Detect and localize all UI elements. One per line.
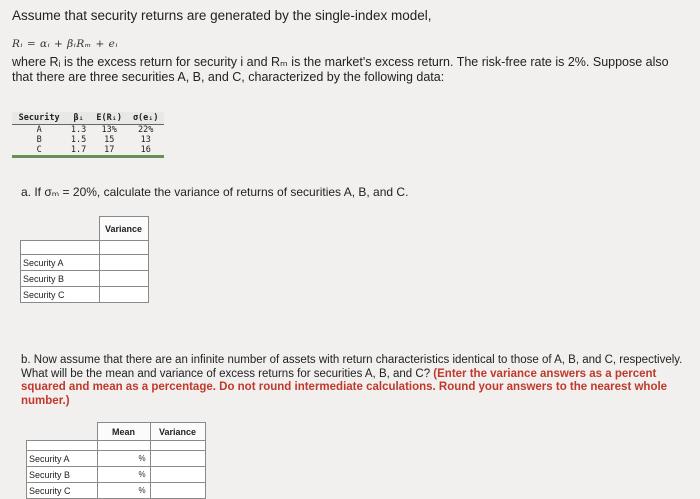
mean-c-field[interactable]	[99, 484, 139, 497]
variance-input-a[interactable]	[99, 255, 148, 271]
spacer-cell	[97, 441, 150, 451]
spacer-cell	[27, 441, 98, 451]
spacer-cell	[21, 241, 100, 255]
question-a: a. If σₘ = 20%, calculate the variance of returns of securities A, B, and C.	[21, 185, 409, 199]
mean-input-c[interactable]	[97, 483, 150, 499]
variance-c-field[interactable]	[152, 484, 204, 497]
cell: B	[36, 135, 42, 145]
question-b-text: b. Now assume that there are an infinite number of assets with return characteristics identical to those of A, B, and C, respectively. What will be the mean and variance of excess returns for securities A, B, and C?	[21, 354, 683, 380]
variance-input-a[interactable]	[150, 451, 205, 467]
variance-a-field[interactable]	[101, 256, 147, 269]
mean-variance-answer-table-b	[26, 422, 206, 499]
variance-c-field[interactable]	[101, 288, 147, 301]
cell: 1.3	[70, 125, 87, 135]
col-header-beta: βᵢ	[66, 112, 91, 125]
intro-text: Assume that security returns are generated by the single-index model,	[12, 8, 432, 23]
col-header-security: Security	[12, 112, 66, 125]
table-row	[12, 145, 164, 157]
single-index-formula: Rᵢ = αᵢ + βᵢRₘ + eᵢ	[12, 38, 118, 50]
mean-input-b[interactable]	[97, 467, 150, 483]
variance-b-field[interactable]	[101, 272, 147, 285]
table-row	[12, 125, 164, 136]
cell: 15	[104, 135, 115, 145]
variance-input-c[interactable]	[99, 287, 148, 303]
percent-sign: %	[138, 486, 146, 495]
col-header-residual-sd: σ(eᵢ)	[127, 112, 164, 125]
cell: A	[36, 125, 42, 135]
row-label-security-a: Security A	[27, 451, 98, 467]
cell: 22%	[138, 125, 154, 135]
cell: C	[12, 145, 66, 157]
mean-a-field[interactable]	[99, 452, 139, 465]
row-label-security-c: Security C	[21, 287, 100, 303]
mean-header: Mean	[97, 423, 150, 441]
variance-a-field[interactable]	[152, 452, 204, 465]
variance-answer-table-a	[20, 216, 149, 303]
variance-header: Variance	[99, 217, 148, 241]
row-label-security-b: Security B	[27, 467, 98, 483]
mean-input-a[interactable]	[97, 451, 150, 467]
percent-sign: %	[138, 470, 146, 479]
variance-header: Variance	[150, 423, 205, 441]
question-b-instructions: (Enter the variance answers as a percent squared and mean as a percentage. Do not round intermediate calculations. Round your answers to the nearest whole number.)	[21, 367, 668, 407]
row-label-security-a: Security A	[21, 255, 100, 271]
variance-input-c[interactable]	[150, 483, 205, 499]
variance-input-b[interactable]	[99, 271, 148, 287]
security-data-table	[12, 112, 164, 158]
mean-b-field[interactable]	[99, 468, 139, 481]
percent-sign: %	[138, 454, 146, 463]
problem-description: where Rᵢ is the excess return for security i and Rₘ is the market's excess return. The risk-free rate is 2%. Suppose also that there are three securities A, B, and C, characterized by the following data:	[12, 55, 669, 84]
cell: 16	[127, 145, 164, 157]
cell: 1.7	[66, 145, 91, 157]
cell: 1.5	[70, 135, 87, 145]
blank-corner	[21, 217, 100, 241]
variance-b-field[interactable]	[152, 468, 204, 481]
row-label-security-b: Security B	[21, 271, 100, 287]
spacer-cell	[99, 241, 148, 255]
col-header-expected-return: E(Rᵢ)	[91, 112, 128, 125]
cell: 13	[140, 135, 151, 145]
cell: 13%	[101, 125, 117, 135]
variance-input-b[interactable]	[150, 467, 205, 483]
cell: 17	[91, 145, 128, 157]
blank-corner	[27, 423, 98, 441]
spacer-cell	[150, 441, 205, 451]
row-label-security-c: Security C	[27, 483, 98, 499]
table-row	[12, 135, 164, 145]
question-b	[21, 354, 693, 408]
